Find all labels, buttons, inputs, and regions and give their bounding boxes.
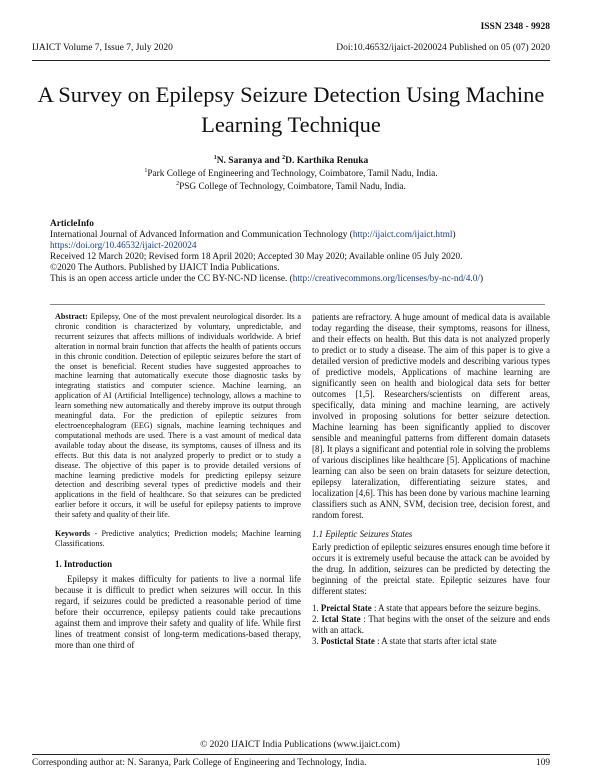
- aff2-text: PSG College of Technology, Coimbatore, Tamil Nadu, India.: [179, 182, 406, 192]
- subsection-heading: 1.1 Epileptic Seizures States: [312, 529, 413, 539]
- header-rule: [32, 60, 550, 61]
- abstract-label: Abstract:: [55, 312, 88, 321]
- page-number: 109: [536, 758, 550, 768]
- list-desc: : That begins with the onset of the seizure and ends with an attack.: [312, 614, 550, 635]
- list-desc: : A state that starts after ictal state: [374, 636, 497, 646]
- author1: N. Saranya and: [216, 156, 283, 166]
- keywords-text: - Predictive analytics; Prediction models; Machine learning Classifications.: [55, 529, 301, 548]
- abstract: [55, 312, 301, 520]
- right-paragraph-1: patients are refractory. A huge amount of medical data is available today regarding the disease, their symptoms, reasons for illness, and their effects on health. But this data is not analyzed properly to predict or to study a disease. The aim of this paper is to give a detailed version of predictive models and describing various types of predictive models, Applications of machine learning are significantly seen on health and biological data sets for better outcomes [1,5]. Researchers/scientists on different areas, specifically, data mining and machine learning, are actively involved in proposing solutions for better seizure detection. Machine learning has been significantly applied to discover sensible and meaningful patterns from different domain datasets [8]. It plays a significant and potential role in solving the problems of various disciplines like healthcare [5]. Applications of machine learning can also be seen on brain datasets for seizure detection, epilepsy lateralization, differentiating seizure states, and localization [4,6]. This has been done by various machine learning classifiers such as ANN, SVM, decision tree, decision forest, and random forest.: [312, 312, 550, 520]
- authors: [32, 156, 550, 166]
- license-prefix: This is an open access article under the CC BY-NC-ND license. (: [50, 274, 293, 285]
- right-paragraph-2: Early prediction of epileptic seizures ensures enough time before it occurs it is extremely useful because the attack can be avoided by the drug. In addition, seizures can be predicted by detecting the beginning of the preictal state. Epileptic seizures have four different states:: [312, 542, 550, 596]
- copyright-line: ©2020 The Authors. Published by IJAICT India Publications.: [50, 263, 280, 274]
- affiliation-2: [32, 182, 550, 192]
- abstract-text: Epilepsy, One of the most prevalent neurological disorder. Its a chronic condition is characterized by voluntary, unpredictable, and recurrent seizures that affects millions of individuals worldwide. A brief alteration in normal brain function that affects the health of patients occurs in this chronic condition. Detection of epileptic seizures before the start of the onset is beneficial. Recent studies have suggested approaches to machine learning that automatically execute those diagnostic tasks by integrating statistics and computer science. Machine learning, an application of AI (Artificial Intelligence) technology, allows a machine to learn something new automatically and thereby improve its output through meaningful data. For the prediction of epileptic seizures from electroencephalogram (EEG) signals, machine learning techniques and computational methods are used. There is a vast amount of medical data available today about the disease, its symptoms, causes of illness and its effects. But this data is not analyzed properly to predict or to study a disease. The objective of this paper is to provide detailed versions of machine learning predictive models for predicting epilepsy seizure detection and describing several types of predictive models and their applications in the field of healthcare. So that seizures can be predicted earlier before it occurs, it will be useful for epilepsy patients to improve their safety and quality of their life.: [55, 312, 301, 520]
- footer-rule: [32, 754, 550, 755]
- list-term: Preictal State: [320, 603, 372, 613]
- keywords: [55, 529, 301, 549]
- corresponding-author: Corresponding author at: N. Saranya, Park College of Engineering and Technology, India.: [32, 758, 367, 768]
- dates-line: Received 12 March 2020; Revised form 18 April 2020; Accepted 30 May 2020; Available online 05 July 2020.: [50, 252, 463, 263]
- author2: D. Karthika Renuka: [285, 156, 369, 166]
- state-list-item: [312, 614, 550, 636]
- list-term: Postictal State: [320, 636, 375, 646]
- license-suffix: ): [479, 274, 484, 285]
- article-info: [50, 219, 545, 286]
- doi-published: Doi:10.46532/ijaict-2020024 Published on 05 (07) 2020: [336, 43, 550, 53]
- journal-suffix: ): [452, 230, 456, 241]
- state-list-item: [312, 636, 550, 647]
- author1-sup: 1: [213, 154, 217, 161]
- aff2-sup: 2: [176, 180, 180, 187]
- list-num: 3.: [312, 636, 319, 646]
- license-link[interactable]: http://creativecommons.org/licenses/by-nc-nd/4.0/: [292, 274, 480, 285]
- issn-label: ISSN 2348 - 9928: [480, 22, 550, 32]
- aff1-sup: 1: [144, 167, 148, 174]
- article-info-heading: ArticleInfo: [50, 219, 94, 229]
- left-column: [55, 312, 301, 651]
- right-column: [312, 312, 550, 647]
- list-term: Ictal State: [321, 614, 361, 624]
- paper-title: A Survey on Epilepsy Seizure Detection Using Machine Learning Technique: [37, 82, 545, 137]
- journal-line: [50, 230, 545, 241]
- aff1-text: Park College of Engineering and Technology, Coimbatore, Tamil Nadu, India.: [147, 169, 438, 179]
- article-info-rule: [50, 304, 545, 305]
- list-desc: : A state that appears before the seizure begins.: [371, 603, 541, 613]
- affiliation-1: [32, 169, 550, 179]
- intro-paragraph: Epilepsy it makes difficulty for patients to live a normal life because it is difficult to predict when seizures will occur. In this regard, if seizures could be predicted a reasonable period of time before their occurrence, epilepsy patients could take precautions against them and improve their safety and quality of life. While first lines of treatment consist of long-term medications-based therapy, more than one third of: [55, 573, 301, 650]
- journal-prefix: International Journal of Advanced Information and Communication Technology (: [50, 230, 353, 241]
- doi-link[interactable]: https://doi.org/10.46532/ijaict-2020024: [50, 241, 197, 252]
- keywords-label: Keywords: [55, 529, 91, 539]
- state-list-item: [312, 603, 550, 614]
- journal-issue: IJAICT Volume 7, Issue 7, July 2020: [32, 43, 173, 53]
- list-num: 1.: [312, 603, 319, 613]
- journal-link[interactable]: http://ijaict.com/ijaict.html: [352, 230, 453, 241]
- list-num: 2.: [312, 614, 319, 624]
- author2-sup: 2: [282, 154, 286, 161]
- intro-heading: 1. Introduction: [55, 558, 113, 569]
- footer-publisher: © 2020 IJAICT India Publications (www.ijaict.com): [200, 740, 400, 750]
- license-line: [50, 274, 545, 285]
